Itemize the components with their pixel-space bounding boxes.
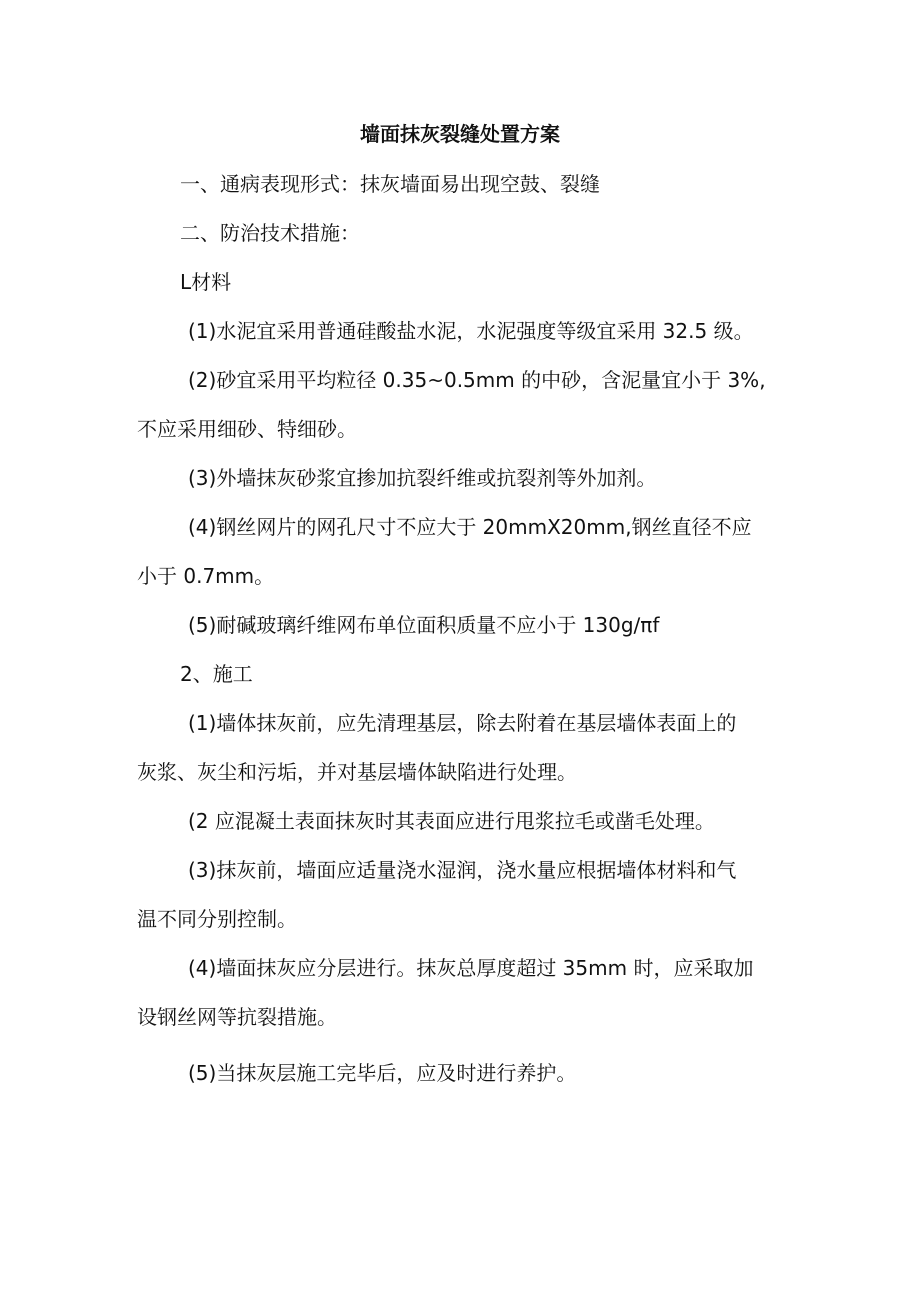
construction-heading: 2、施工 (180, 662, 253, 686)
section-measures: 二、防治技术措施： (180, 221, 360, 245)
materials-heading: L材料 (180, 270, 232, 294)
construction-item-4-cont: 设钢丝网等抗裂措施。 (137, 1005, 337, 1029)
section-symptoms: 一、通病表现形式：抹灰墙面易出现空鼓、裂缝 (180, 172, 600, 196)
construction-item-3: (3)抹灰前，墙面应适量浇水湿润，浇水量应根据墙体材料和气 (188, 858, 737, 882)
material-item-3: (3)外墙抹灰砂浆宜掺加抗裂纤维或抗裂剂等外加剂。 (188, 466, 657, 490)
construction-item-4: (4)墙面抹灰应分层进行。抹灰总厚度超过 35mm 时，应采取加 (188, 956, 754, 980)
construction-item-5: (5)当抹灰层施工完毕后，应及时进行养护。 (188, 1061, 577, 1085)
construction-item-1-cont: 灰浆、灰尘和污垢，并对基层墙体缺陷进行处理。 (137, 760, 577, 784)
material-item-2: (2)砂宜采用平均粒径 0.35~0.5mm 的中砂，含泥量宜小于 3%, (188, 368, 766, 392)
document-title: 墙面抹灰裂缝处置方案 (360, 122, 560, 146)
material-item-2-cont: 不应采用细砂、特细砂。 (137, 417, 357, 441)
construction-item-2: (2 应混凝土表面抹灰时其表面应进行甩浆拉毛或凿毛处理。 (188, 809, 715, 833)
material-item-4-cont: 小于 0.7mm。 (137, 564, 275, 588)
material-item-5: (5)耐碱玻璃纤维网布单位面积质量不应小于 130g∕πf (188, 613, 660, 637)
material-item-4: (4)钢丝网片的网孔尺寸不应大于 20mmX20mm,钢丝直径不应 (188, 515, 752, 539)
material-item-1: (1)水泥宜采用普通硅酸盐水泥，水泥强度等级宜采用 32.5 级。 (188, 319, 754, 343)
construction-item-3-cont: 温不同分别控制。 (137, 907, 297, 931)
construction-item-1: (1)墙体抹灰前，应先清理基层，除去附着在基层墙体表面上的 (188, 711, 737, 735)
